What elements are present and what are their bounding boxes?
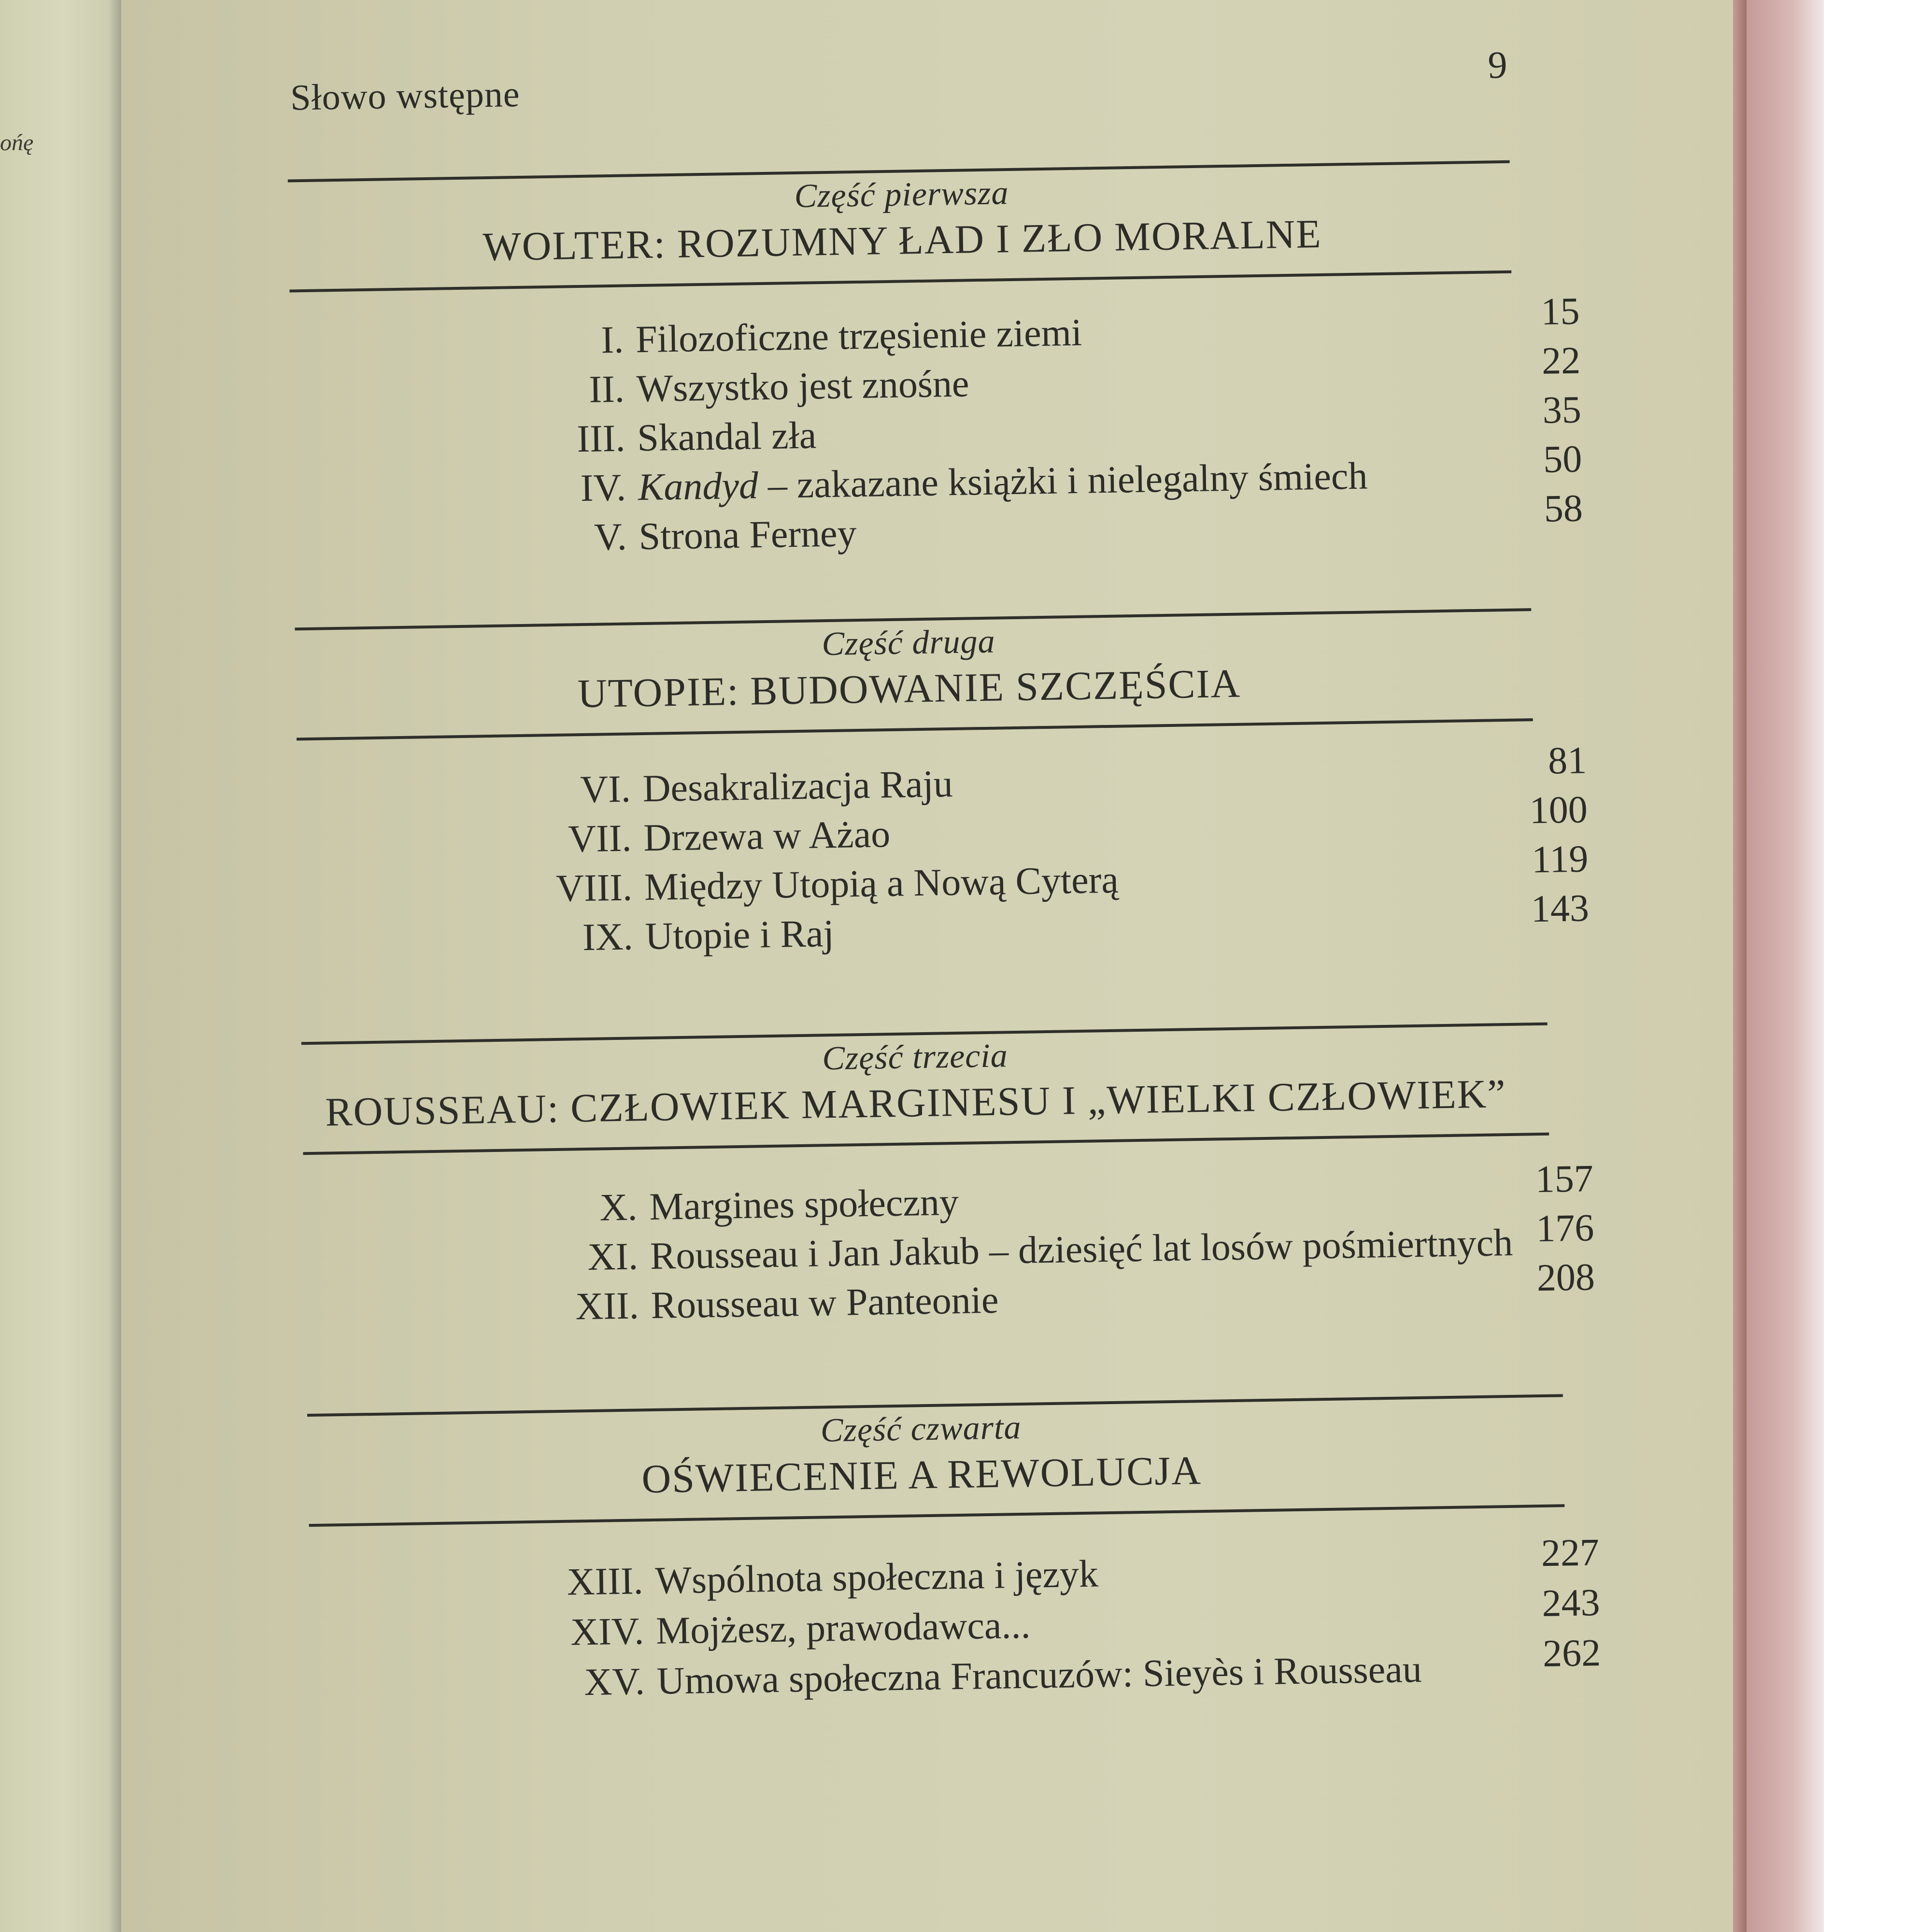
part-title: UTOPIE: BUDOWANIE SZCZĘŚCIA (577, 661, 1241, 717)
part-label: Część druga (821, 623, 996, 663)
chapter-page: 262 (1542, 1632, 1601, 1676)
chapter-page: 35 (1542, 388, 1582, 432)
chapter-numeral: XI. (587, 1235, 639, 1279)
chapter-title: Wspólnota społeczna i język (654, 1552, 1099, 1602)
chapter-title: Rousseau i Jan Jakub – dziesięć lat losów pośmiertnych (650, 1221, 1513, 1278)
chapter-numeral: I. (600, 318, 624, 362)
chapter-title-italic: Kandyd (638, 464, 759, 509)
chapter-title: Drzewa w Ażao (643, 813, 891, 860)
chapter-page: 22 (1541, 339, 1581, 383)
chapter-page: 58 (1544, 487, 1583, 530)
page-number: 9 (1487, 43, 1508, 87)
part-label: Część trzecia (822, 1037, 1009, 1078)
chapter-title: Między Utopią a Nową Cyterą (644, 858, 1119, 909)
chapter-numeral: IV. (580, 466, 626, 510)
part-rule-bottom (297, 718, 1533, 740)
chapter-page: 100 (1529, 788, 1588, 832)
cover-edge-outer (1747, 0, 1824, 1932)
chapter-title: Wszystko jest znośne (636, 362, 970, 411)
part-rule-bottom (289, 270, 1511, 293)
left-page-fragment: ońę (0, 130, 34, 156)
chapter-title: Mojżesz, prawodawca... (655, 1604, 1031, 1652)
part-label: Część czwarta (820, 1408, 1022, 1449)
chapter-page: 119 (1531, 838, 1589, 881)
chapter-page: 15 (1540, 290, 1580, 333)
chapter-numeral: XIV. (570, 1610, 644, 1654)
chapter-numeral: XII. (575, 1284, 639, 1328)
chapter-page: 50 (1543, 438, 1582, 481)
chapter-numeral: IX. (582, 915, 634, 959)
chapter-page: 243 (1541, 1581, 1601, 1625)
book-gutter (107, 0, 121, 1932)
chapter-numeral: V. (594, 515, 627, 559)
running-head: Słowo wstępne (290, 73, 521, 118)
chapter-numeral: X. (599, 1186, 638, 1229)
chapter-title: Strona Ferney (638, 512, 857, 558)
chapter-title: Rousseau w Panteonie (650, 1279, 999, 1327)
part-title: ROUSSEAU: CZŁOWIEK MARGINESU I „WIELKI CZŁOWIEK” (325, 1071, 1507, 1135)
part-title: WOLTER: ROZUMNY ŁAD I ZŁO MORALNE (482, 211, 1322, 270)
chapter-page: 227 (1541, 1531, 1600, 1575)
chapter-numeral: VI. (580, 767, 631, 811)
part-rule-bottom (309, 1504, 1565, 1527)
chapter-page: 176 (1535, 1207, 1594, 1250)
chapter-numeral: VIII. (555, 866, 633, 910)
chapter-page: 81 (1548, 739, 1587, 782)
chapter-numeral: II. (588, 368, 625, 411)
chapter-numeral: III. (576, 417, 626, 461)
left-page (0, 0, 107, 1932)
chapter-title: Desakralizacja Raju (642, 763, 953, 810)
chapter-title: Filozoficzne trzęsienie ziemi (635, 311, 1082, 361)
chapter-page: 143 (1531, 887, 1590, 931)
chapter-numeral: XIII. (567, 1560, 644, 1604)
part-label: Część pierwsza (794, 174, 1009, 215)
chapter-title: Utopie i Raj (644, 912, 835, 958)
part-title: OŚWIECENIE A REWOLUCJA (641, 1448, 1202, 1502)
chapter-title: Skandal zła (637, 414, 817, 460)
chapter-numeral: XV. (583, 1660, 645, 1704)
chapter-title-rest: – zakazane książki i nielegalny śmiech (758, 455, 1368, 507)
chapter-page: 157 (1534, 1157, 1594, 1201)
chapter-title: Umowa społeczna Francuzów: Sieyès i Rousseau (656, 1648, 1422, 1703)
cover-edge (1733, 0, 1747, 1932)
part-rule-bottom (303, 1133, 1549, 1155)
table-of-contents (270, 0, 1603, 1835)
chapter-title: Margines społeczny (649, 1180, 959, 1228)
chapter-numeral: VII. (568, 817, 632, 861)
chapter-page: 208 (1536, 1256, 1595, 1300)
